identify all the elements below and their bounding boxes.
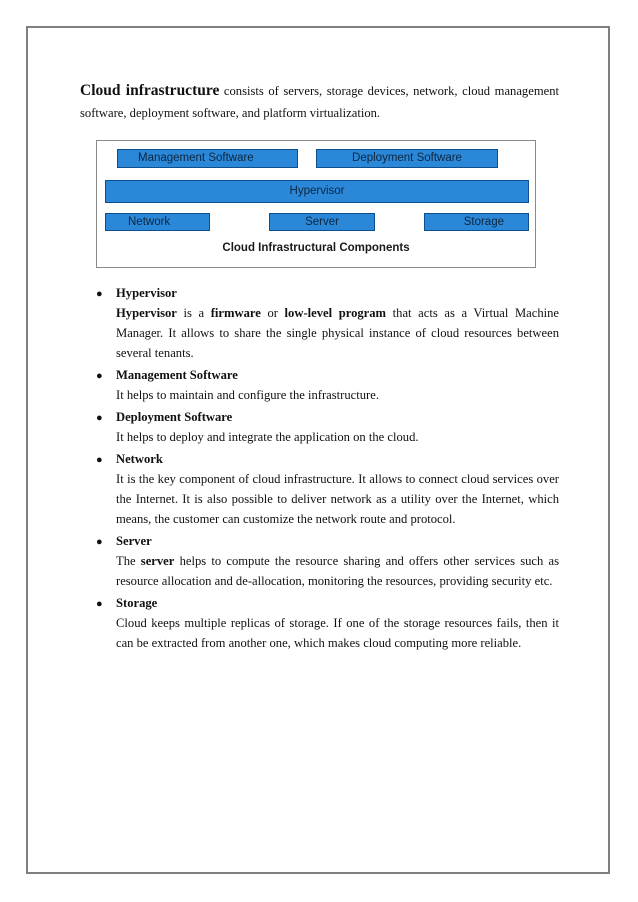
network-block: Network bbox=[105, 213, 210, 231]
item-text: The server helps to compute the resource sharing and offers other services such as resource allocation and de-allocation, monitoring the resources, providing security etc. bbox=[116, 554, 559, 588]
bullet-icon: ● bbox=[96, 598, 103, 610]
item-title: Hypervisor bbox=[116, 286, 177, 300]
list-item-hypervisor bbox=[96, 283, 560, 363]
item-title: Network bbox=[116, 452, 163, 466]
item-text: It helps to maintain and configure the infrastructure. bbox=[116, 388, 379, 402]
bullet-icon: ● bbox=[96, 288, 103, 300]
bullet-icon: ● bbox=[96, 412, 103, 424]
intro-lead: Cloud infrastructure bbox=[80, 82, 220, 99]
hypervisor-block: Hypervisor bbox=[105, 180, 529, 203]
infrastructure-diagram bbox=[96, 140, 536, 268]
intro-paragraph bbox=[80, 80, 559, 124]
list-item-management-software bbox=[96, 365, 559, 405]
item-title: Server bbox=[116, 534, 152, 548]
item-title: Deployment Software bbox=[116, 410, 233, 424]
item-text: It helps to deploy and integrate the application on the cloud. bbox=[116, 430, 419, 444]
intro-text: consists of servers, storage devices, network, cloud management software, deployment software, and platform virtualization. bbox=[80, 84, 559, 120]
bullet-icon: ● bbox=[96, 454, 103, 466]
management-software-block: Management Software bbox=[117, 149, 298, 168]
bullet-icon: ● bbox=[96, 536, 103, 548]
list-item-server bbox=[96, 531, 559, 591]
diagram-caption: Cloud Infrastructural Components bbox=[222, 242, 410, 254]
component-list bbox=[96, 283, 560, 655]
storage-block: Storage bbox=[424, 213, 529, 231]
item-text: It is the key component of cloud infrastructure. It allows to connect cloud services over the Internet. It is also possible to deliver network as a utility over the Internet, which means, the customer can customize the network route and protocol. bbox=[116, 472, 559, 526]
server-block: Server bbox=[269, 213, 375, 231]
item-text: Cloud keeps multiple replicas of storage. If one of the storage resources fails, then it can be extracted from another one, which makes cloud computing more reliable. bbox=[116, 616, 559, 650]
item-text: Hypervisor is a firmware or low-level program that acts as a Virtual Machine Manager. It allows to share the single physical instance of cloud resources between several tenants. bbox=[116, 306, 560, 360]
list-item-network bbox=[96, 449, 559, 529]
deployment-software-block: Deployment Software bbox=[316, 149, 498, 168]
list-item-storage bbox=[96, 593, 559, 653]
item-title: Storage bbox=[116, 596, 158, 610]
bullet-icon: ● bbox=[96, 370, 103, 382]
list-item-deployment-software bbox=[96, 407, 559, 447]
item-title: Management Software bbox=[116, 368, 238, 382]
